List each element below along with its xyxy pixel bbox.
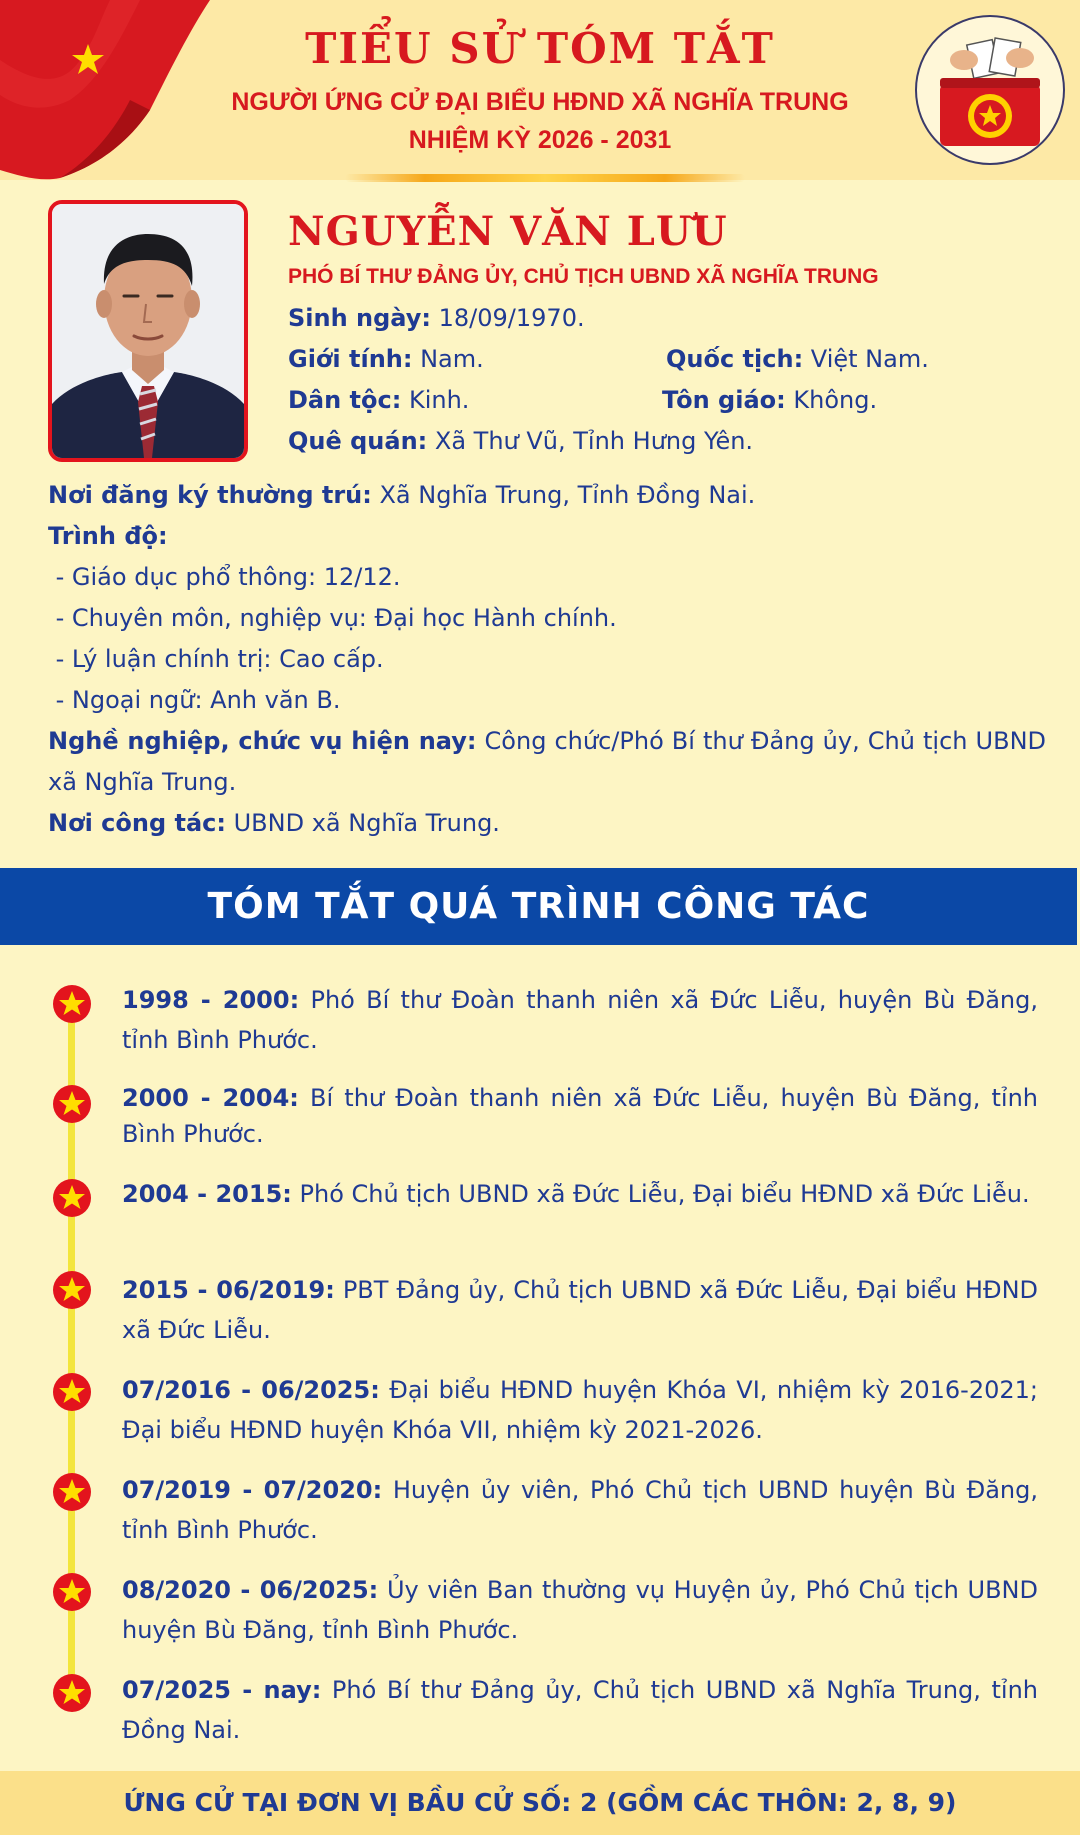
birth-date xyxy=(288,304,585,332)
header-divider xyxy=(345,174,745,182)
nationality-value: Việt Nam. xyxy=(803,345,929,373)
timeline-item xyxy=(122,1570,1038,1650)
star-icon xyxy=(52,1673,92,1713)
ethnicity xyxy=(288,386,469,414)
timeline-text xyxy=(122,1470,1038,1550)
portrait-illustration xyxy=(52,204,244,458)
section-title: TÓM TẮT QUÁ TRÌNH CÔNG TÁC xyxy=(0,868,1077,945)
timeline-description: PBT Đảng ủy, Chủ tịch UBND xã Đức Liễu, Đại biểu HĐND xã Đức Liễu. xyxy=(122,1276,1039,1344)
birth-label: Sinh ngày: xyxy=(288,304,432,332)
hometown xyxy=(288,427,753,455)
candidate-photo xyxy=(48,200,248,462)
workplace-label: Nơi công tác: xyxy=(48,809,226,837)
education-political: - Lý luận chính trị: Cao cấp. xyxy=(48,645,384,673)
religion-label: Tôn giáo: xyxy=(662,386,786,414)
religion-value: Không. xyxy=(785,386,878,414)
timeline-text xyxy=(122,980,1038,1060)
education-general: - Giáo dục phổ thông: 12/12. xyxy=(48,563,401,591)
timeline-description: Bí thư Đoàn thanh niên xã Đức Liễu, huyện Bù Đăng, tỉnh Bình Phước. xyxy=(122,1084,1039,1148)
details-block xyxy=(48,475,1046,844)
timeline-period: 07/2016 - 06/2025: xyxy=(122,1376,380,1404)
residence-value: Xã Nghĩa Trung, Tỉnh Đồng Nai. xyxy=(371,481,756,509)
gender xyxy=(288,345,484,373)
timeline-text xyxy=(122,1570,1038,1650)
education-label: Trình độ: xyxy=(48,522,168,550)
timeline-description: Phó Bí thư Đoàn thanh niên xã Đức Liễu, huyện Bù Đăng, tỉnh Bình Phước. xyxy=(122,986,1038,1054)
timeline-item xyxy=(122,1176,1038,1212)
timeline-period: 08/2020 - 06/2025: xyxy=(122,1576,379,1604)
star-icon xyxy=(52,1572,92,1612)
nationality xyxy=(666,345,929,373)
nationality-label: Quốc tịch: xyxy=(666,345,804,373)
birth-value: 18/09/1970. xyxy=(431,304,585,332)
timeline-description: Huyện ủy viên, Phó Chủ tịch UBND huyện Bù Đăng, tỉnh Bình Phước. xyxy=(122,1476,1038,1544)
star-icon xyxy=(52,1472,92,1512)
star-icon xyxy=(52,984,92,1024)
timeline-description: Ủy viên Ban thường vụ Huyện ủy, Phó Chủ tịch UBND huyện Bù Đăng, tỉnh Bình Phước. xyxy=(122,1576,1038,1644)
workplace-value: UBND xã Nghĩa Trung. xyxy=(225,809,500,837)
timeline-item xyxy=(122,1080,1038,1152)
workplace xyxy=(48,803,1046,844)
residence-label: Nơi đăng ký thường trú: xyxy=(48,481,372,509)
candidate-position: PHÓ BÍ THƯ ĐẢNG ỦY, CHỦ TỊCH UBND XÃ NGHĨA TRUNG xyxy=(288,265,879,288)
subtitle-line1: NGƯỜI ỨNG CỬ ĐẠI BIỂU HĐND XÃ NGHĨA TRUNG xyxy=(231,88,849,116)
star-icon xyxy=(52,1084,92,1124)
education-professional: - Chuyên môn, nghiệp vụ: Đại học Hành chính. xyxy=(48,604,617,632)
timeline-period: 2004 - 2015: xyxy=(122,1180,292,1208)
star-icon xyxy=(52,1270,92,1310)
timeline-text xyxy=(122,1270,1038,1350)
hometown-value: Xã Thư Vũ, Tỉnh Hưng Yên. xyxy=(427,427,754,455)
occupation xyxy=(48,721,1046,803)
candidate-name: NGUYỄN VĂN LƯU xyxy=(288,208,728,255)
timeline-period: 1998 - 2000: xyxy=(122,986,300,1014)
occupation-label: Nghề nghiệp, chức vụ hiện nay: xyxy=(48,727,477,755)
star-icon xyxy=(52,1178,92,1218)
gender-label: Giới tính: xyxy=(288,345,413,373)
timeline-text xyxy=(122,1080,1038,1152)
residence xyxy=(48,475,1046,516)
timeline-period: 2000 - 2004: xyxy=(122,1084,299,1112)
timeline-item xyxy=(122,1370,1038,1450)
occupation-value: Công chức/Phó Bí thư Đảng ủy, Chủ tịch UBND xã Nghĩa Trung. xyxy=(48,727,1047,796)
timeline-item xyxy=(122,980,1038,1060)
header xyxy=(0,0,1080,180)
subtitle-line2: NHIỆM KỲ 2026 - 2031 xyxy=(408,126,672,154)
timeline-description: Đại biểu HĐND huyện Khóa VI, nhiệm kỳ 2016-2021; Đại biểu HĐND huyện Khóa VII, nhiệm kỳ 2021-2026. xyxy=(122,1376,1038,1444)
electoral-unit-footer: ỨNG CỬ TẠI ĐƠN VỊ BẦU CỬ SỐ: 2 (GỒM CÁC THÔN: 2, 8, 9) xyxy=(0,1771,1080,1835)
hometown-label: Quê quán: xyxy=(288,427,428,455)
timeline-period: 07/2019 - 07/2020: xyxy=(122,1476,383,1504)
ethnicity-value: Kinh. xyxy=(401,386,470,414)
timeline-description: Phó Chủ tịch UBND xã Đức Liễu, Đại biểu HĐND xã Đức Liễu. xyxy=(291,1180,1030,1208)
education-language: - Ngoại ngữ: Anh văn B. xyxy=(48,686,341,714)
timeline-text xyxy=(122,1370,1038,1450)
timeline-text xyxy=(122,1176,1038,1212)
ethnicity-label: Dân tộc: xyxy=(288,386,402,414)
religion xyxy=(662,386,877,414)
timeline-period: 2015 - 06/2019: xyxy=(122,1276,335,1304)
timeline-description: Phó Bí thư Đảng ủy, Chủ tịch UBND xã Nghĩa Trung, tỉnh Đồng Nai. xyxy=(122,1676,1038,1744)
page-title: TIỂU SỬ TÓM TẮT xyxy=(305,24,775,73)
gender-value: Nam. xyxy=(412,345,484,373)
timeline-item xyxy=(122,1470,1038,1550)
timeline-text xyxy=(122,1670,1038,1750)
star-icon xyxy=(52,1372,92,1412)
timeline-period: 07/2025 - nay: xyxy=(122,1676,322,1704)
timeline-item xyxy=(122,1670,1038,1750)
timeline-item xyxy=(122,1270,1038,1350)
